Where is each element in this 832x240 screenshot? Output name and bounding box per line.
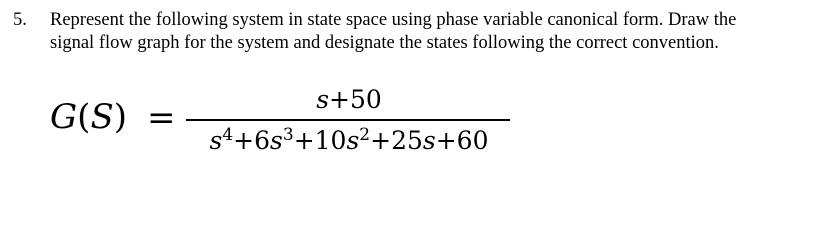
- denominator: [188, 126, 510, 156]
- problem-number: 5.: [13, 10, 27, 30]
- equals-sign: =: [147, 98, 176, 138]
- numerator-variable: s: [316, 85, 330, 114]
- denominator-term-3-coef: +10: [293, 126, 347, 155]
- denominator-term-1-exp: 4: [222, 125, 234, 145]
- denominator-term-1-var: s: [209, 126, 223, 155]
- function-symbol: G: [50, 97, 78, 137]
- fraction-bar: [186, 119, 510, 121]
- numerator-constant: +50: [329, 85, 382, 114]
- denominator-term-3-exp: 2: [359, 125, 371, 145]
- denominator-term-2-coef: +6: [233, 126, 271, 155]
- denominator-term-5-const: +60: [435, 126, 489, 155]
- denominator-term-4-coef: +25: [370, 126, 423, 155]
- equation-lhs: [50, 97, 127, 137]
- numerator: [188, 86, 510, 114]
- problem-text-line-2: signal flow graph for the system and designate the states following the correct convention.: [50, 33, 719, 53]
- denominator-term-2-var: s: [270, 126, 283, 155]
- denominator-term-2-exp: 3: [282, 125, 294, 145]
- denominator-term-3-var: s: [346, 126, 360, 155]
- open-paren: (: [77, 97, 91, 137]
- close-paren: ): [113, 97, 127, 137]
- variable-symbol: S: [90, 97, 114, 137]
- denominator-term-4-var: s: [422, 126, 436, 155]
- problem-text-line-1: Represent the following system in state space using phase variable canonical form. Draw the: [50, 10, 737, 30]
